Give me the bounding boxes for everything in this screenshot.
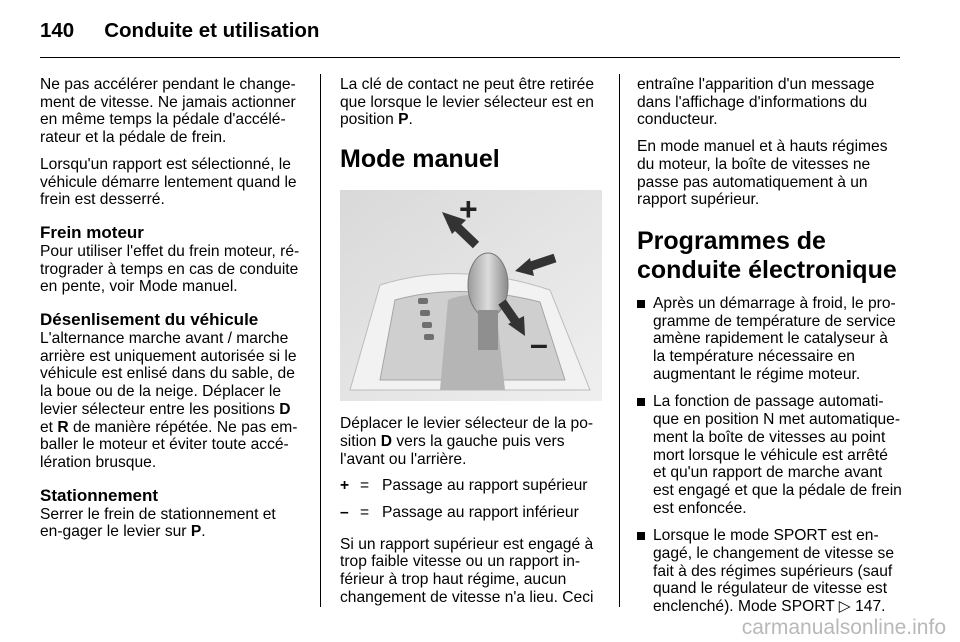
arrow-ref-icon[interactable]: ▷ [838, 598, 851, 616]
paragraph: Pour utiliser l'effet du frein moteur, ré-trograder à temps en cas de conduite en pente, voir Mode manuel. [40, 242, 300, 296]
bullet-square-icon [637, 532, 645, 540]
minus-symbol: – [340, 503, 349, 521]
text: Après un démarrage à froid, le pro-gramme de température de service amène rapidement le catalyseur à la température nécessaire en augmentant le régime moteur. [653, 294, 896, 383]
text: . [408, 111, 413, 129]
paragraph: En mode manuel et à hauts régimes du moteur, la boîte de vitesses ne passe pas automatiquement à un rapport supérieur. [637, 138, 888, 209]
equals-sign: = [360, 477, 370, 495]
page-header [40, 19, 319, 43]
watermark: carmanualsonline.info [741, 616, 946, 639]
text: de manière répétée. Ne pas em-baller le moteur et éviter toute accé-lération brusque. [40, 418, 298, 471]
page-reference: 147. [850, 598, 886, 616]
legend-downshift [340, 504, 602, 522]
column-1 [40, 76, 302, 550]
paragraph: Si un rapport supérieur est engagé à trop faible vitesse ou un rapport in-férieur à trop haut régime, aucun changement de vitesse n'a lieu. Ceci [340, 535, 594, 606]
text: L'alternance marche avant / marche arrière est uniquement autorisée si le véhicule est enlisé dans du sable, de la boue ou de la neige. Déplacer le levier sélecteur entre les positions [40, 330, 297, 418]
list-item [637, 393, 902, 517]
page-title: Conduite et utilisation [104, 19, 320, 42]
page-number: 140 [40, 19, 75, 42]
column-2 [340, 76, 602, 615]
gear-lever-illustration [340, 190, 602, 401]
minus-label: – [530, 326, 548, 363]
heading-programmes: Programmes de conduite électronique [637, 226, 897, 284]
text: La fonction de passage automati-que en position N met automatique-ment la boîte de vitesses au point mort lorsque le véhicule est arrêté et qu'un rapport de marche avant est engagé et que la pédale de frein est enfoncée. [653, 393, 902, 517]
list-item [637, 527, 902, 616]
header-rule [40, 57, 900, 58]
legend-text: Passage au rapport supérieur [382, 477, 588, 495]
position-d: D [279, 400, 291, 418]
bullet-square-icon [637, 398, 645, 406]
plus-symbol: + [340, 477, 350, 495]
paragraph: Ne pas accélérer pendant le change-ment de vitesse. Ne jamais actionner en même temps la pédale d'accélé-rateur et la pédale de frein. [40, 76, 296, 147]
heading-frein-moteur: Frein moteur [40, 222, 144, 242]
list-item [637, 295, 902, 384]
paragraph: entraîne l'apparition d'un message dans l'affichage d'informations du conducteur. [637, 76, 875, 129]
position-d: D [380, 432, 393, 450]
text: et [40, 418, 58, 436]
legend-text: Passage au rapport inférieur [382, 503, 579, 521]
paragraph [340, 76, 602, 129]
text: Déplacer le levier sélecteur de la po-sition [340, 415, 594, 450]
text: Serrer le frein de stationnement et en-gager le levier sur [40, 505, 276, 541]
bullet-list [637, 295, 902, 616]
bullet-square-icon [637, 300, 645, 308]
text: . [201, 523, 206, 541]
text: Lorsque le mode SPORT est en-gagé, le changement de vitesse se fait à des régimes supérieurs (sauf quand le régulateur de vitesse est enclenché). Mode SPORT [653, 527, 894, 616]
position-p: P [398, 111, 409, 129]
column-3 [637, 76, 902, 626]
equals-sign: = [360, 503, 370, 521]
paragraph [340, 415, 602, 468]
text: La clé de contact ne peut être retirée que lorsque le levier sélecteur est en position [340, 76, 594, 129]
legend-upshift [340, 477, 602, 495]
text: vers la gauche puis vers l'avant ou l'arrière. [340, 432, 565, 468]
column-divider [320, 74, 321, 607]
paragraph: Lorsqu'un rapport est sélectionné, le véhicule démarre lentement quand le frein est desserré. [40, 155, 297, 209]
heading-mode-manuel: Mode manuel [340, 145, 500, 174]
paragraph [40, 506, 302, 541]
heading-stationnement: Stationnement [40, 485, 159, 505]
heading-desenlisement: Désenlisement du véhicule [40, 310, 259, 330]
position-p: P [190, 523, 202, 541]
position-r: R [57, 418, 69, 436]
column-divider [619, 74, 620, 607]
plus-label: + [459, 191, 478, 228]
paragraph [40, 330, 302, 472]
